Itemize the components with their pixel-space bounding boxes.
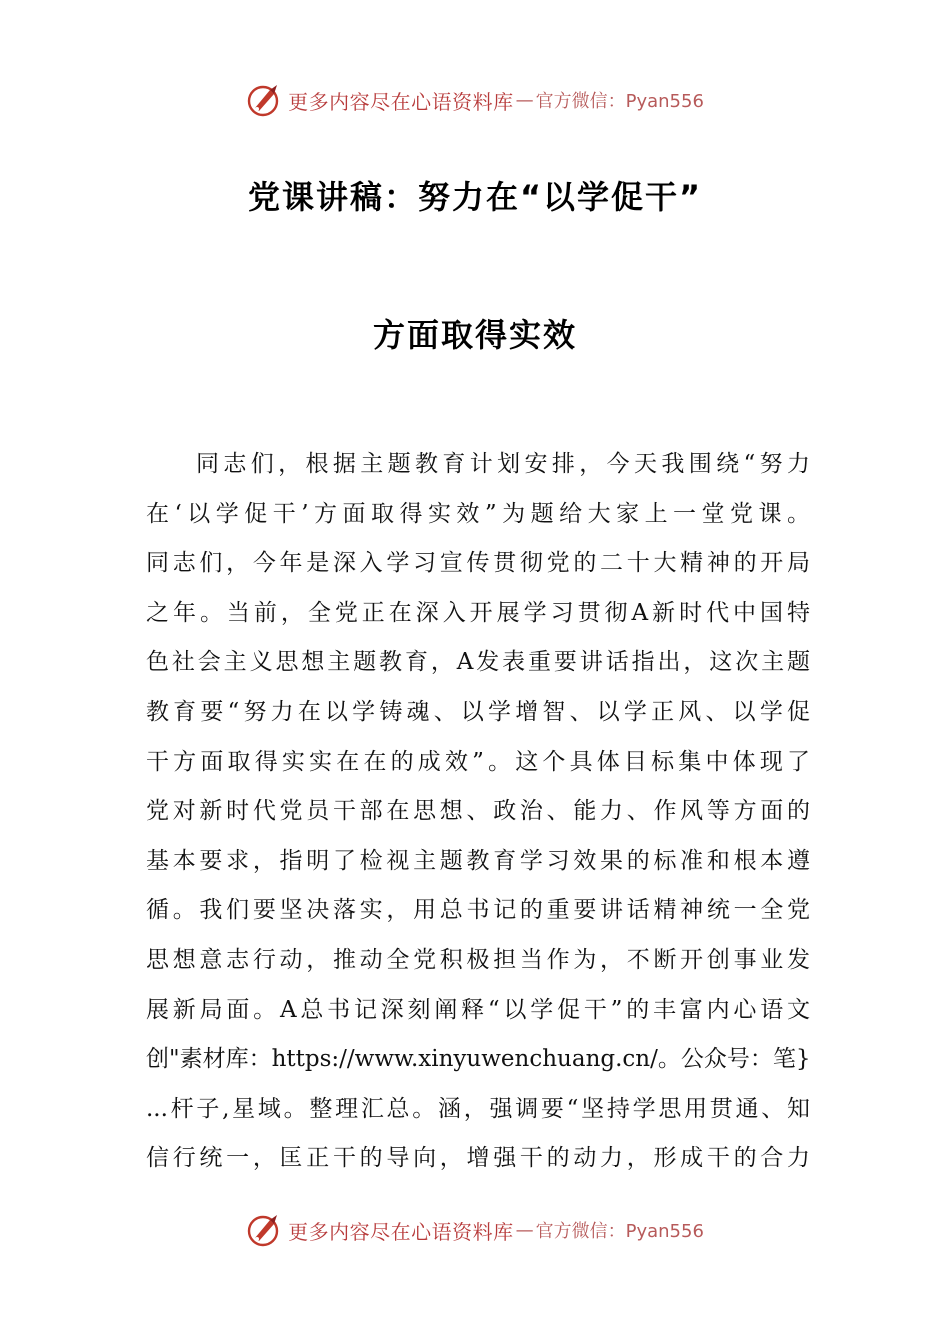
body-line: 同志们，今年是深入学习宣传贯彻党的二十大精神的开局 [146, 550, 810, 577]
document-body [146, 440, 810, 1184]
body-line: 信行统一，匡正干的导向，增强干的动力，形成干的合力 [146, 1145, 810, 1172]
body-line: 教育要“努力在以学铸魂、以学增智、以学正风、以学促 [146, 698, 810, 725]
document-title-line-1: 党课讲稿：努力在“以学促干” [247, 178, 703, 216]
watermark-brand-text: 更多内容尽在心语资料库 [288, 1219, 514, 1244]
body-line: 之年。当前，全党正在深入开展学习贯彻A新时代中国特 [146, 599, 810, 626]
body-line: 党对新时代党员干部在思想、政治、能力、作风等方面的 [146, 798, 810, 825]
footer-watermark-banner [0, 1208, 950, 1252]
body-line: 同志们，根据主题教育计划安排，今天我围绕“努力 [196, 451, 810, 477]
watermark-brand-text: 更多内容尽在心语资料库 [288, 89, 514, 114]
watermark-dash: — [515, 1219, 534, 1241]
quill-pen-logo-icon [246, 82, 282, 118]
watermark-wechat-text: 官方微信：Pyan556 [535, 91, 704, 112]
body-line: 基本要求，指明了检视主题教育学习效果的标准和根本遵 [146, 847, 810, 874]
document-title-line-2: 方面取得实效 [372, 316, 577, 354]
body-line: 干方面取得实实在在的成效”。这个具体目标集中体现了 [146, 748, 810, 775]
body-line: 思想意志行动，推动全党积极担当作为，不断开创事业发 [146, 946, 810, 973]
body-line: 在‘以学促干’方面取得实效”为题给大家上一堂党课。 [146, 500, 810, 527]
watermark-wechat-text: 官方微信：Pyan556 [535, 1221, 704, 1242]
body-line: 循。我们要坚决落实，用总书记的重要讲话精神统一全党 [146, 897, 810, 924]
body-line: 色社会主义思想主题教育，A发表重要讲话指出，这次主题 [146, 649, 810, 676]
header-watermark-banner [0, 78, 950, 122]
body-line: 创"素材库：https://www.xinyuwenchuang.cn/。公众号：笔} [146, 1046, 811, 1073]
body-line: ...杆子,星域。整理汇总。涵，强调要“坚持学思用贯通、知 [146, 1095, 810, 1122]
quill-pen-logo-icon [246, 1212, 282, 1248]
body-line: 展新局面。A总书记深刻阐释“以学促干”的丰富内心语文 [146, 996, 810, 1023]
watermark-dash: — [515, 89, 534, 111]
